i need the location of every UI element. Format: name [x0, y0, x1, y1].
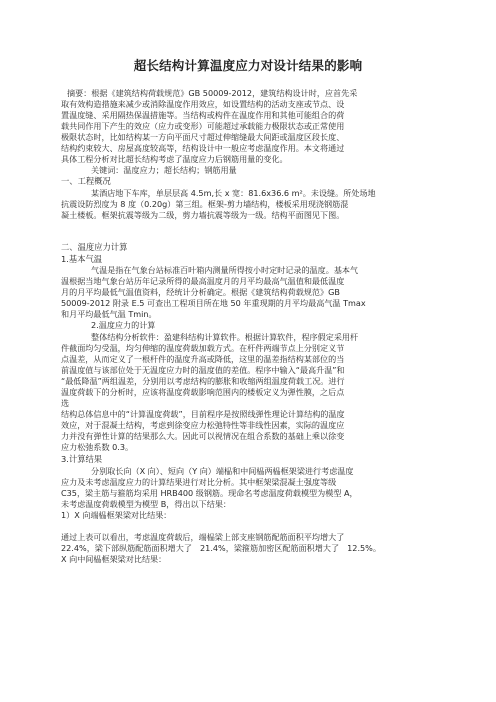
project-line-2: 抗震设防烈度为 8 度（0.20g）第三组。框架-剪力墙结构，楼板采用现浇钢筋混 [61, 199, 349, 209]
section-heading-temperature: 二、温度应力计算 [61, 242, 128, 252]
abstract-line-2: 取有效构造措施来减少或消除温度作用效应，如设置结构的活动支座或节点、设 [61, 99, 345, 109]
stress-line-2: 件截面均匀受温，均匀伸缩的温度荷载加载方式。在杆件两端节点上分别定义节 [61, 343, 345, 353]
abstract-line-4: 载共同作用下产生的效应（应力或变形）可能超过承载能力极限状态或正常使用 [61, 121, 345, 131]
abstract-line-7: 具体工程分析对比超长结构考虑了温度应力后钢筋用量的变化。 [61, 154, 288, 164]
stress-line-4: 前温度值与该部位处于无温度应力时的温度值的差值。程序中输入“最高升温”和 [61, 365, 345, 375]
project-line-1: 某酒店地下车库，单层层高 4.5m,长 x 宽：81.6x36.6 m²。未设缝。所处场地 [91, 188, 376, 198]
basic-temp-line-4: 50009-2012 附录 E.5 可查出工程项目所在地 50 年重现期的月平均最高气温 Tmax [61, 298, 366, 308]
stress-line-11: 应力松弛系数 0.3。 [61, 442, 134, 452]
results-item-x-middle-frame: X 向中间榀框架梁对比结果： [61, 554, 167, 564]
basic-temp-line-1: 气温是指在气象台站标准百叶箱内测量所得按小时定时记录的温度。基本气 [91, 265, 359, 275]
section-heading-project: 一、工程概况 [61, 176, 111, 186]
stress-line-6: 温度荷载下的分析时，应该将温度荷载影响范围内的楼板定义为弹性膜，之后点 [61, 387, 345, 397]
basic-temp-line-2: 温根据当地气象台站历年记录所得的最高温度月的月平均最高气温值和最低温度 [61, 276, 345, 286]
stress-line-10: 力并没有弹性计算的结果那么大。因此可以视情况在组合系数的基础上乘以徐变 [61, 431, 345, 441]
document-title: 超长结构计算温度应力对设计结果的影响 [133, 58, 363, 73]
subheading-stress-calculation: 2.温度应力的计算 [91, 320, 156, 330]
subheading-results: 3.计算结果 [61, 454, 103, 464]
stress-line-5: “最低降温”两组温差，分别用以考虑结构的膨胀和收缩两组温度荷载工况。进行 [61, 376, 345, 386]
project-line-3: 凝土楼板。框架抗震等级为二级，剪力墙抗震等级为一级。结构平面图见下图。 [61, 210, 345, 220]
basic-temp-line-5: 和月平均最低气温 Tmin。 [61, 309, 157, 319]
results-line-1: 分别取长向（X 向）、短向（Y 向）端榀和中间榀两榀框架梁进行考虑温度 [91, 466, 354, 476]
abstract-line-3: 置温度缝、采用隔热保温措施等。当结构或构件在温度作用和其他可能组合的荷 [61, 110, 345, 120]
results-line-5: 通过上表可以看出，考虑温度荷载后，端榀梁上部支座钢筋配筋面积平均增大了 [61, 532, 345, 542]
subheading-basic-temperature: 1.基本气温 [61, 254, 103, 264]
stress-line-3: 点温差，从而定义了一根杆件的温度升高或降低，这里的温差指结构某部位的当 [61, 354, 345, 364]
results-line-3: C35，梁主筋与箍筋均采用 HRB400 级钢筋。现命名考虑温度荷载模型为模型 A， [61, 488, 358, 498]
abstract-line-1: 摘要：根据《建筑结构荷载规范》GB 50009-2012，建筑结构设计时，应首先采 [67, 88, 358, 98]
stress-line-8: 结构总体信息中的“计算温度荷载”，目前程序是按照线弹性理论计算结构的温度 [61, 409, 345, 419]
stress-line-9: 效应，对于混凝土结构，考虑到徐变应力松弛特性等非线性因素，实际的温度应 [61, 420, 345, 430]
results-item-x-end-frame: 1）X 向端榀框架梁对比结果： [61, 510, 172, 520]
stress-line-1: 整体结构分析软件：盈建科结构计算软件。根据计算软件，程序假定采用杆 [91, 332, 359, 342]
stress-line-7: 选 [61, 398, 70, 408]
abstract-line-5: 极限状态时，比如结构某一方向平面尺寸超过伸缩缝最大间距或温度区段长度、 [61, 132, 345, 142]
keywords-line: 关键词：温度应力；超长结构；钢筋用量 [91, 165, 237, 175]
results-line-4: 未考虑温度荷载模型为模型 B，得出以下结果： [61, 499, 232, 509]
results-line-6: 22.4%，梁下部纵筋配筋面积增大了 21.4%，梁箍筋加密区配筋面积增大了 12.5%。 [61, 543, 381, 553]
results-line-2: 应力及未考虑温度应力的计算结果进行对比分析。其中框架梁混凝土强度等级 [61, 477, 337, 487]
basic-temp-line-3: 月的月平均最低气温值资料，经统计分析确定。根据《建筑结构荷载规范》GB [61, 287, 340, 297]
abstract-line-6: 结构约束较大、房屋高度较高等，结构设计中一般应考虑温度作用。本文将通过 [61, 143, 345, 153]
